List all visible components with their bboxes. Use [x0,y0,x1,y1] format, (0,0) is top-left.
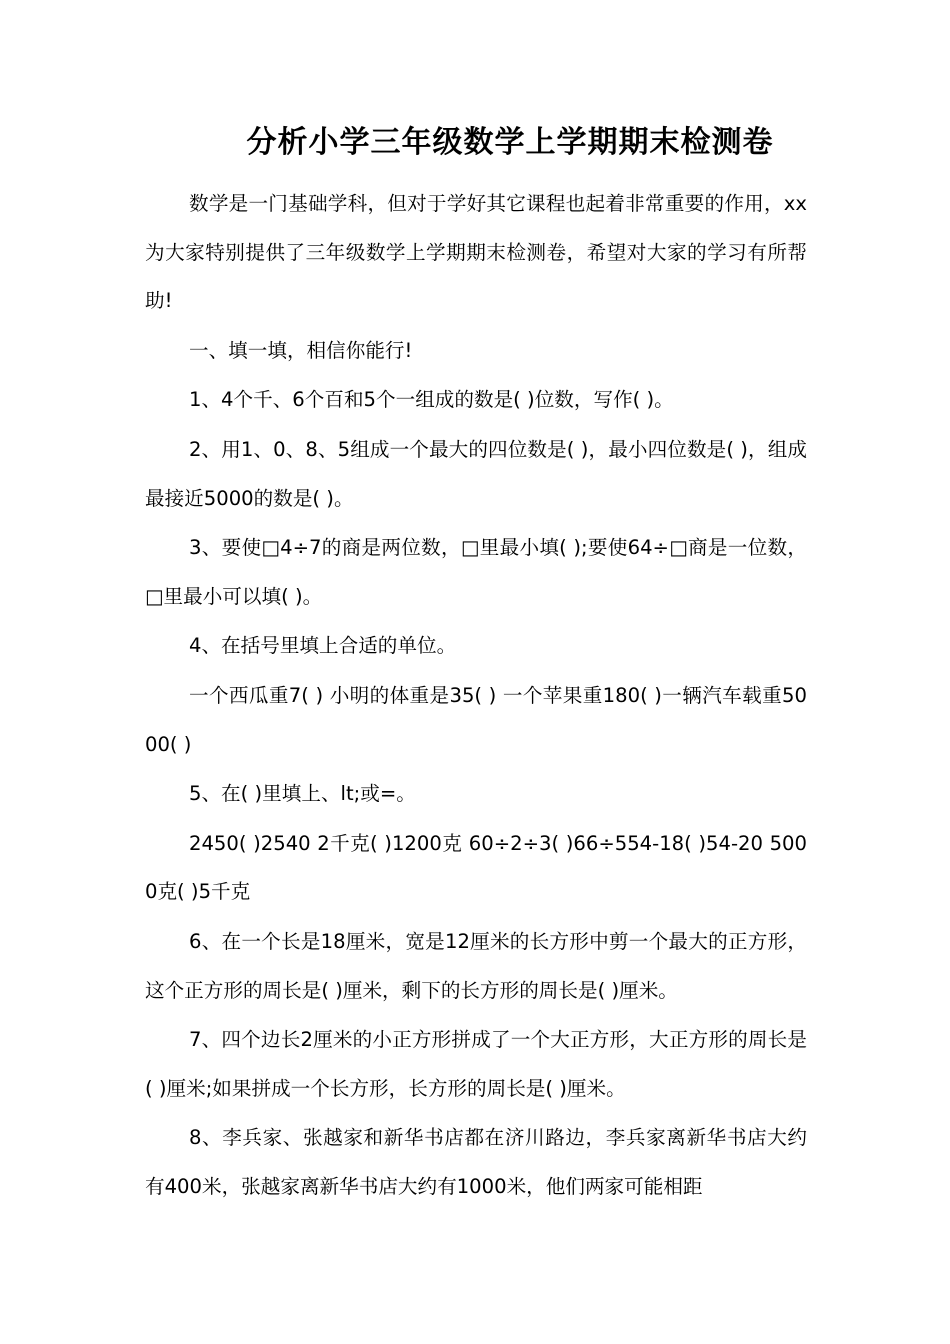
question-8: 8、李兵家、张越家和新华书店都在济川路边，李兵家离新华书店大约有400米，张越家离新华书店大约有1000米，他们两家可能相距 [145,1126,807,1198]
question-7: 7、四个边长2厘米的小正方形拼成了一个大正方形，大正方形的周长是( )厘米;如果拼成一个长方形，长方形的周长是( )厘米。 [145,1028,807,1100]
section-heading: 一、填一填，相信你能行! [189,338,413,362]
question-6: 6、在一个长是18厘米，宽是12厘米的长方形中剪一个最大的正方形，这个正方形的周长是( )厘米，剩下的长方形的周长是( )厘米。 [145,929,807,1002]
intro-paragraph: 数学是一门基础学科，但对于学好其它课程也起着非常重要的作用，xx为大家特别提供了三年级数学上学期期末检测卷，希望对大家的学习有所帮助! [145,192,807,313]
question-4-items: 一个西瓜重7( ) 小明的体重是35( ) 一个苹果重180( )一辆汽车载重5000( ) [145,683,807,756]
document-title: 分析小学三年级数学上学期期末检测卷 [246,125,774,160]
question-1: 1、4个千、6个百和5个一组成的数是( )位数，写作( )。 [189,388,674,412]
question-3: 3、要使□4÷7的商是两位数，□里最小填( );要使64÷□商是一位数，□里最小可以填( )。 [145,536,807,608]
question-4: 4、在括号里填上合适的单位。 [189,634,457,658]
question-5: 5、在( )里填上、lt;或=。 [189,782,416,806]
document-body [145,180,807,1212]
question-2: 2、用1、0、8、5组成一个最大的四位数是( )，最小四位数是( )，组成最接近5000的数是( )。 [145,437,807,510]
question-5-items: 2450( )2540 2千克( )1200克 60÷2÷3( )66÷554-18( )54-20 5000克( )5千克 [145,831,807,904]
